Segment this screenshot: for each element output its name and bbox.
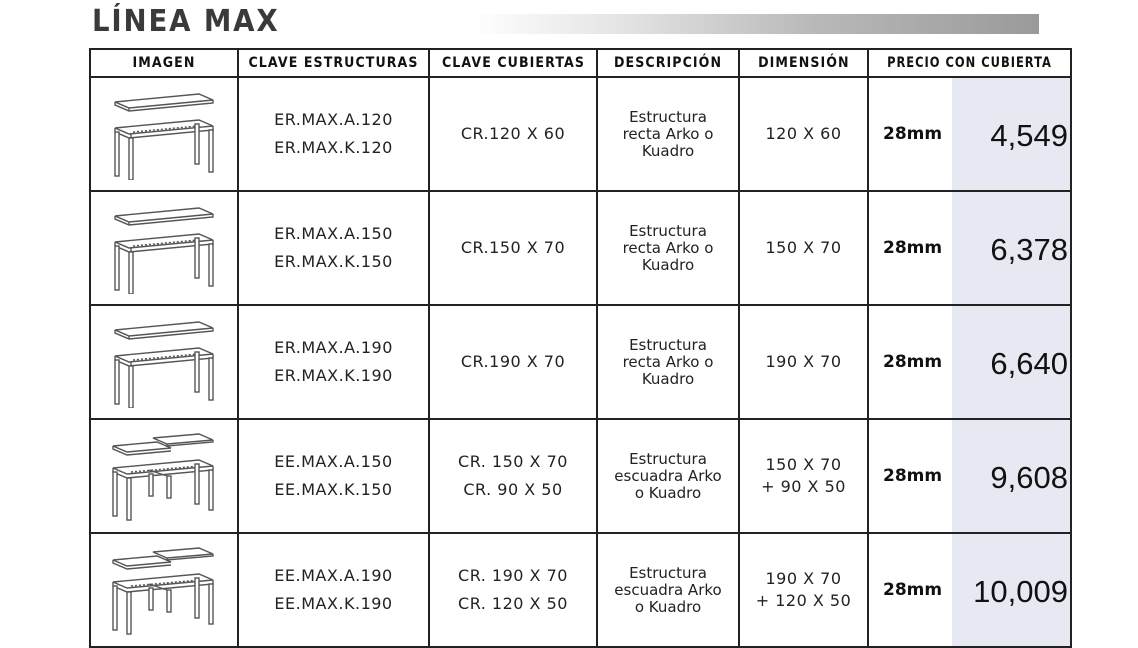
precio-cell bbox=[868, 305, 1071, 419]
straight-desk-icon bbox=[91, 202, 237, 294]
thickness-label: 28mm bbox=[883, 466, 943, 486]
header-precio: PRECIO CON CUBIERTA bbox=[868, 49, 1071, 77]
cover-key: CR.190 X 70 bbox=[460, 352, 566, 371]
dimension-cell bbox=[739, 77, 868, 191]
precio-cell bbox=[868, 533, 1071, 647]
structure-key: ER.MAX.K.150 bbox=[274, 252, 393, 271]
price-value: 6,640 bbox=[990, 346, 1068, 382]
header-clave-estructuras: CLAVE ESTRUCTURAS bbox=[238, 49, 429, 77]
product-image-cell bbox=[90, 77, 238, 191]
precio-cell bbox=[868, 77, 1071, 191]
cover-key: CR. 120 X 50 bbox=[458, 594, 568, 613]
product-image-cell bbox=[90, 419, 238, 533]
clave-cubiertas-cell bbox=[429, 533, 597, 647]
description-line: o Kuadro bbox=[634, 597, 702, 616]
l-shaped-desk-icon bbox=[91, 430, 237, 522]
description-line: escuadra Arko bbox=[614, 580, 722, 599]
precio-cell bbox=[868, 419, 1071, 533]
description-line: Kuadro bbox=[641, 255, 695, 274]
dimension-line: 150 X 70 bbox=[765, 238, 842, 257]
thickness-label: 28mm bbox=[883, 580, 943, 600]
clave-estructuras-cell bbox=[238, 191, 429, 305]
table-row bbox=[90, 77, 1071, 191]
description-line: o Kuadro bbox=[634, 483, 702, 502]
straight-desk-icon bbox=[91, 88, 237, 180]
description-line: Estructura bbox=[629, 107, 707, 126]
clave-cubiertas-cell bbox=[429, 419, 597, 533]
dimension-line: 190 X 70 bbox=[765, 569, 842, 588]
table-row bbox=[90, 305, 1071, 419]
clave-estructuras-cell bbox=[238, 305, 429, 419]
table-row bbox=[90, 191, 1071, 305]
dimension-line: + 120 X 50 bbox=[755, 591, 852, 610]
table-header-row bbox=[90, 49, 1071, 77]
structure-key: ER.MAX.A.190 bbox=[274, 338, 393, 357]
structure-key: ER.MAX.A.150 bbox=[274, 224, 393, 243]
clave-cubiertas-cell bbox=[429, 77, 597, 191]
product-image-cell bbox=[90, 533, 238, 647]
structure-key: EE.MAX.A.190 bbox=[274, 566, 393, 585]
description-line: Kuadro bbox=[641, 141, 695, 160]
cover-key: CR. 150 X 70 bbox=[458, 452, 568, 471]
product-image-cell bbox=[90, 191, 238, 305]
dimension-cell bbox=[739, 191, 868, 305]
structure-key: EE.MAX.K.190 bbox=[274, 594, 393, 613]
page-title: LÍNEA MAX bbox=[92, 4, 280, 39]
precio-cell bbox=[868, 191, 1071, 305]
structure-key: EE.MAX.A.150 bbox=[274, 452, 393, 471]
clave-estructuras-cell bbox=[238, 419, 429, 533]
price-value: 4,549 bbox=[990, 118, 1068, 154]
description-line: Kuadro bbox=[641, 369, 695, 388]
description-line: Estructura bbox=[629, 449, 707, 468]
price-table bbox=[89, 48, 1072, 648]
l-shaped-desk-icon bbox=[91, 544, 237, 636]
clave-estructuras-cell bbox=[238, 533, 429, 647]
structure-key: EE.MAX.K.150 bbox=[274, 480, 393, 499]
price-value: 6,378 bbox=[990, 232, 1068, 268]
straight-desk-icon bbox=[91, 316, 237, 408]
header-clave-cubiertas: CLAVE CUBIERTAS bbox=[429, 49, 597, 77]
structure-key: ER.MAX.A.120 bbox=[274, 110, 393, 129]
clave-cubiertas-cell bbox=[429, 305, 597, 419]
dimension-line: 120 X 60 bbox=[765, 124, 842, 143]
header-imagen: IMAGEN bbox=[90, 49, 238, 77]
descripcion-cell bbox=[597, 77, 739, 191]
cover-key: CR.150 X 70 bbox=[460, 238, 566, 257]
descripcion-cell bbox=[597, 419, 739, 533]
dimension-cell bbox=[739, 533, 868, 647]
dimension-cell bbox=[739, 305, 868, 419]
description-line: escuadra Arko bbox=[614, 466, 722, 485]
title-gradient-bar bbox=[470, 14, 1039, 34]
header-dimension: DIMENSIÓN bbox=[739, 49, 868, 77]
descripcion-cell bbox=[597, 191, 739, 305]
cover-key: CR. 90 X 50 bbox=[463, 480, 563, 499]
description-line: Estructura bbox=[629, 335, 707, 354]
description-line: recta Arko o bbox=[622, 238, 714, 257]
thickness-label: 28mm bbox=[883, 238, 943, 258]
clave-cubiertas-cell bbox=[429, 191, 597, 305]
description-line: Estructura bbox=[629, 563, 707, 582]
dimension-line: 190 X 70 bbox=[765, 352, 842, 371]
price-value: 9,608 bbox=[990, 460, 1068, 496]
dimension-line: + 90 X 50 bbox=[761, 477, 846, 496]
header-descripcion: DESCRIPCIÓN bbox=[597, 49, 739, 77]
thickness-label: 28mm bbox=[883, 352, 943, 372]
dimension-cell bbox=[739, 419, 868, 533]
table-row bbox=[90, 533, 1071, 647]
table-row bbox=[90, 419, 1071, 533]
description-line: Estructura bbox=[629, 221, 707, 240]
clave-estructuras-cell bbox=[238, 77, 429, 191]
thickness-label: 28mm bbox=[883, 124, 943, 144]
cover-key: CR.120 X 60 bbox=[460, 124, 566, 143]
descripcion-cell bbox=[597, 305, 739, 419]
cover-key: CR. 190 X 70 bbox=[458, 566, 568, 585]
description-line: recta Arko o bbox=[622, 124, 714, 143]
structure-key: ER.MAX.K.190 bbox=[274, 366, 393, 385]
dimension-line: 150 X 70 bbox=[765, 455, 842, 474]
description-line: recta Arko o bbox=[622, 352, 714, 371]
price-value: 10,009 bbox=[973, 574, 1068, 610]
descripcion-cell bbox=[597, 533, 739, 647]
structure-key: ER.MAX.K.120 bbox=[274, 138, 393, 157]
product-image-cell bbox=[90, 305, 238, 419]
